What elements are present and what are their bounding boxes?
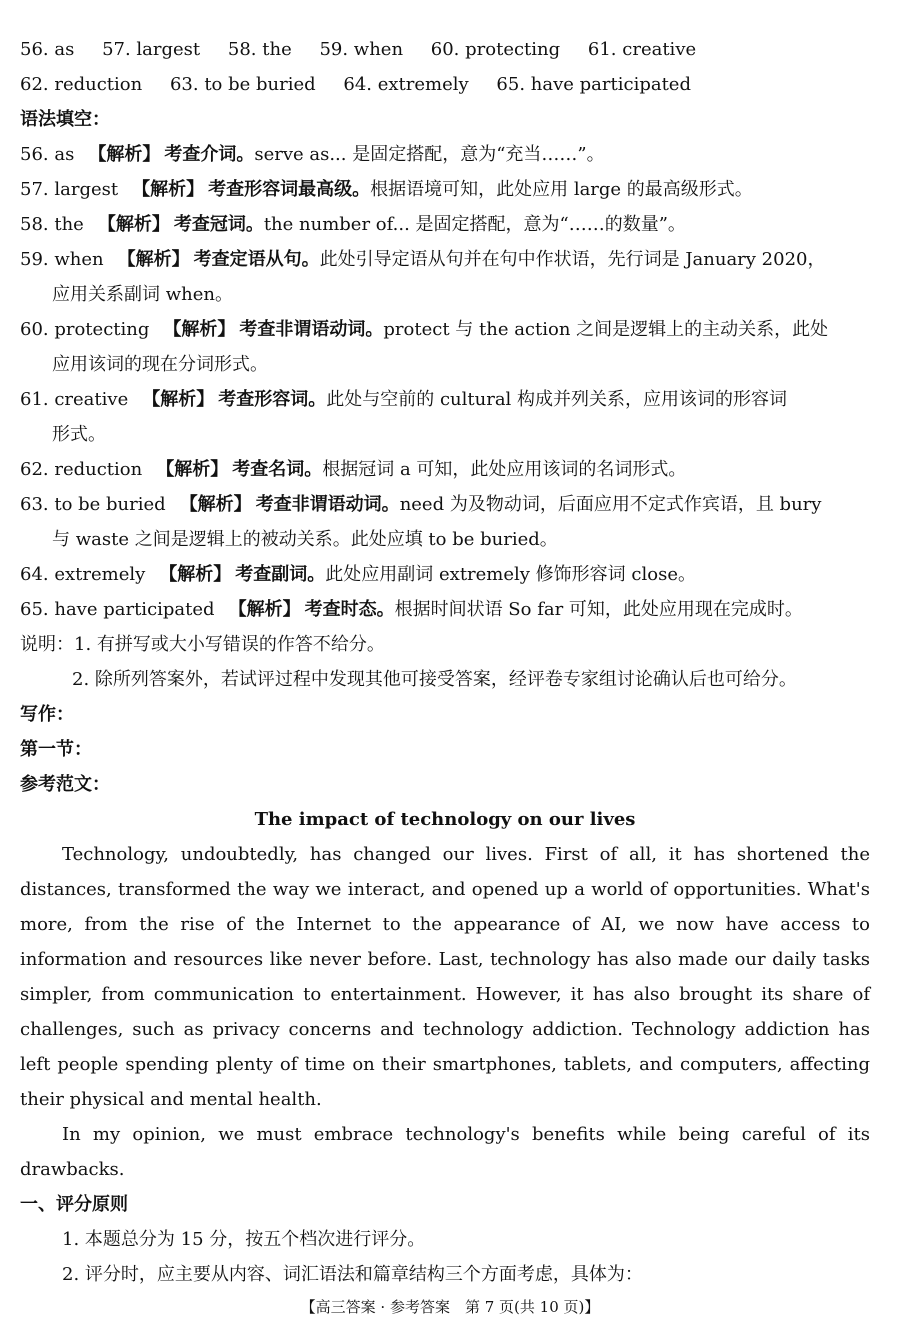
explanation-text: the number of... 是固定搭配，意为“……的数量”。 [263, 214, 686, 235]
analysis-tag: 【解析】 [179, 494, 252, 515]
explanation-item [20, 452, 870, 487]
answer-item: 61. creative [587, 39, 697, 60]
explanation-continuation: 形式。 [52, 424, 106, 445]
explanation-kind: 考查形容词。 [218, 389, 327, 410]
explanation-item [20, 382, 870, 452]
explanation-kind: 考查介词。 [164, 144, 255, 165]
explanation-kind: 考查形容词最高级。 [208, 179, 371, 200]
explanation-text: 此处应用副词 extremely 修饰形容词 close。 [325, 564, 696, 585]
scoring-item-1: 1. 本题总分为 15 分，按五个档次进行评分。 [62, 1229, 426, 1250]
answer-number: 57. largest [20, 179, 119, 200]
explanation-item [20, 137, 870, 172]
answer-number: 61. creative [20, 389, 129, 410]
explanation-item [20, 592, 870, 627]
explanation-kind: 考查非谓语动词。 [239, 319, 384, 340]
analysis-tag: 【解析】 [97, 214, 170, 235]
answer-number: 56. as [20, 144, 75, 165]
section-heading: 第一节： [20, 739, 92, 760]
essay-title: The impact of technology on our lives [254, 809, 636, 830]
answer-item: 59. when [319, 39, 404, 60]
note-1: 说明：1. 有拼写或大小写错误的作答不给分。 [20, 634, 385, 655]
answer-item: 60. protecting [430, 39, 561, 60]
scoring-heading: 一、评分原则 [20, 1194, 128, 1215]
explanation-item [20, 242, 870, 312]
answer-item: 58. the [227, 39, 292, 60]
answer-item: 64. extremely [343, 74, 469, 95]
analysis-tag: 【解析】 [132, 179, 205, 200]
explanation-text: 此处与空前的 cultural 构成并列关系，应用该词的形容词 [326, 389, 788, 410]
explanation-text: 根据时间状语 So far 可知，此处应用现在完成时。 [394, 599, 803, 620]
explanation-kind: 考查非谓语动词。 [255, 494, 400, 515]
answer-number: 65. have participated [20, 599, 215, 620]
answer-item: 65. have participated [496, 74, 691, 95]
scoring-item-2: 2. 评分时，应主要从内容、词汇语法和篇章结构三个方面考虑，具体为： [62, 1264, 643, 1285]
explanation-continuation: 应用关系副词 when。 [52, 284, 233, 305]
explanation-kind: 考查冠词。 [173, 214, 264, 235]
answer-item: 57. largest [102, 39, 201, 60]
explanation-continuation: 与 waste 之间是逻辑上的被动关系。此处应填 to be buried。 [52, 529, 558, 550]
explanation-text: 根据冠词 a 可知，此处应用该词的名词形式。 [322, 459, 687, 480]
answer-number: 62. reduction [20, 459, 143, 480]
explanation-text: serve as... 是固定搭配，意为“充当……”。 [254, 144, 605, 165]
explanation-item [20, 207, 870, 242]
analysis-tag: 【解析】 [156, 459, 229, 480]
analysis-tag: 【解析】 [228, 599, 301, 620]
essay-paragraph-2: In my opinion, we must embrace technology's benefits while being careful of its drawbacks. [20, 1124, 870, 1180]
analysis-tag: 【解析】 [117, 249, 190, 270]
explanation-kind: 考查定语从句。 [193, 249, 320, 270]
analysis-tag: 【解析】 [88, 144, 161, 165]
answer-number: 59. when [20, 249, 104, 270]
answer-number: 58. the [20, 214, 84, 235]
answer-number: 60. protecting [20, 319, 150, 340]
note-2: 2. 除所列答案外，若试评过程中发现其他可接受答案，经评卷专家组讨论确认后也可给分。 [72, 669, 797, 690]
answer-item: 62. reduction [20, 74, 143, 95]
answers-row-2 [20, 67, 870, 102]
explanation-item [20, 172, 870, 207]
grammar-heading: 语法填空： [20, 109, 110, 130]
explanation-item [20, 487, 870, 557]
explanation-kind: 考查时态。 [304, 599, 395, 620]
essay-paragraph-1: Technology, undoubtedly, has changed our lives. First of all, it has shortened the distances, transformed the way we interact, and opened up a world of opportunities. What's more, from the rise of the Internet to the appearance of AI, we now have access to information and resources like never before. Last, technology has also made our daily tasks simpler, from communication to entertainment. However, it has also brought its share of challenges, such as privacy concerns and technology addiction. Technology addiction has left people spending plenty of time on their smartphones, tablets, and computers, affecting their physical and mental health. [20, 844, 870, 1110]
explanation-continuation: 应用该词的现在分词形式。 [52, 354, 268, 375]
analysis-tag: 【解析】 [159, 564, 232, 585]
explanation-kind: 考查名词。 [232, 459, 323, 480]
answer-item: 56. as [20, 39, 75, 60]
explanation-item [20, 312, 870, 382]
answer-item: 63. to be buried [169, 74, 316, 95]
analysis-tag: 【解析】 [163, 319, 236, 340]
explanation-kind: 考查副词。 [235, 564, 326, 585]
explanation-text: need 为及物动词，后面应用不定式作宾语，且 bury [399, 494, 822, 515]
explanation-text: 此处引导定语从句并在句中作状语，先行词是 January 2020， [319, 249, 826, 270]
answers-row-1 [20, 32, 870, 67]
writing-heading: 写作： [20, 704, 74, 725]
explanation-text: 根据语境可知，此处应用 large 的最高级形式。 [370, 179, 753, 200]
explanation-text: protect 与 the action 之间是逻辑上的主动关系，此处 [383, 319, 829, 340]
page-footer: 【高三答案 · 参考答案 第 7 页(共 10 页)】 [300, 1298, 600, 1316]
analysis-tag: 【解析】 [142, 389, 215, 410]
sample-essay-heading: 参考范文： [20, 774, 110, 795]
answer-number: 63. to be buried [20, 494, 166, 515]
answer-number: 64. extremely [20, 564, 146, 585]
explanation-item [20, 557, 870, 592]
